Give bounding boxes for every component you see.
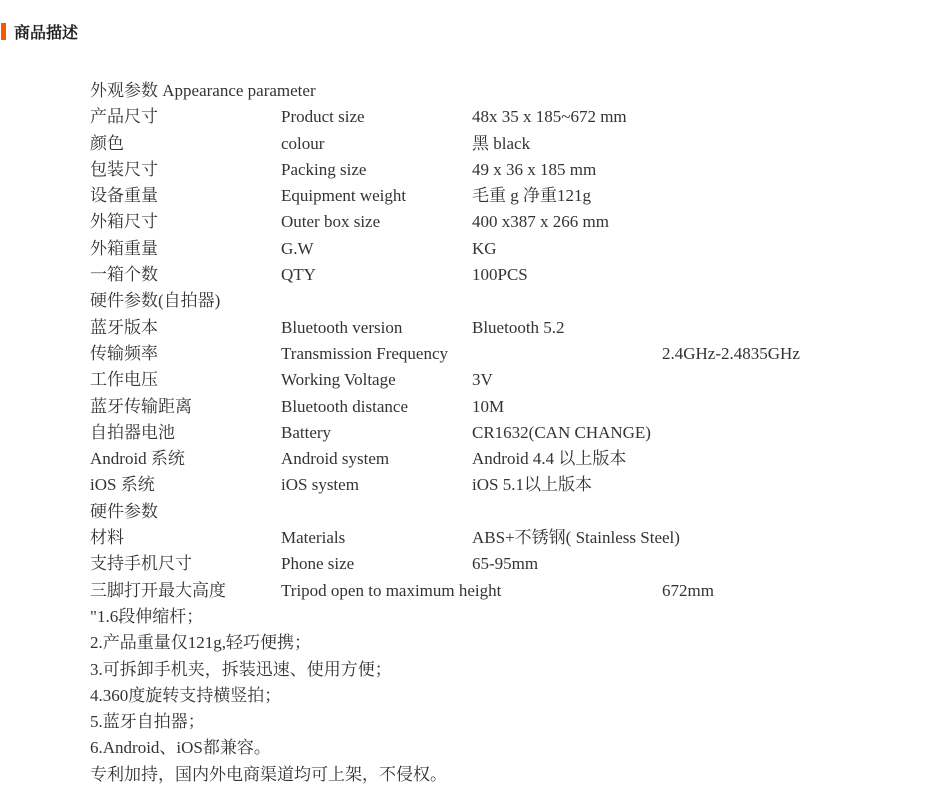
spec-row <box>90 315 920 341</box>
feature-item: 5.蓝牙自拍器； <box>90 712 205 732</box>
feature-item: 4.360度旋转支持横竖拍； <box>90 685 282 705</box>
spec-row <box>90 209 920 235</box>
spec-row <box>90 472 920 498</box>
spec-value: 10M <box>472 396 505 416</box>
spec-label-en: Phone size <box>281 554 355 574</box>
feature-list <box>90 604 920 788</box>
spec-label-en: Transmission Frequency <box>281 343 449 363</box>
spec-value: Android 4.4 以上版本 <box>472 449 627 469</box>
spec-label-en: G.W <box>281 238 314 258</box>
spec-row <box>90 157 920 183</box>
section-title: 商品描述 <box>14 22 79 42</box>
material-spec-table <box>90 525 920 604</box>
spec-value: 黑 black <box>472 133 531 153</box>
feature-item: 6.Android、iOS都兼容。 <box>90 738 271 758</box>
spec-value-far: 2.4GHz-2.4835GHz <box>662 343 800 363</box>
accent-bar <box>1 23 6 40</box>
spec-label-en: Working Voltage <box>281 370 396 390</box>
spec-label-zh: 外箱尺寸 <box>90 212 158 232</box>
spec-row <box>90 131 920 157</box>
feature-item: "1.6段伸缩杆； <box>90 606 204 626</box>
spec-value: 毛重 g 净重121g <box>472 186 591 206</box>
spec-label-en: colour <box>281 133 325 153</box>
spec-label-zh: 蓝牙版本 <box>90 317 158 337</box>
spec-row <box>90 525 920 551</box>
spec-label-en: Tripod open to maximum height <box>281 580 502 600</box>
spec-label-zh: 三脚打开最大高度 <box>90 580 226 600</box>
spec-value: 48x 35 x 185~672 mm <box>472 107 627 127</box>
section-header <box>0 18 78 44</box>
spec-label-en: iOS system <box>281 475 359 495</box>
feature-item: 2.产品重量仅121g,轻巧便携； <box>90 633 311 653</box>
spec-row <box>90 341 920 367</box>
spec-value: CR1632(CAN CHANGE) <box>472 422 651 442</box>
feature-item: 3.可拆卸手机夹，拆装迅速、使用方便； <box>90 659 392 679</box>
spec-label-zh: 设备重量 <box>90 186 158 206</box>
spec-value-far: 672mm <box>662 580 714 600</box>
spec-row <box>90 551 920 577</box>
spec-label-en: Bluetooth distance <box>281 396 409 416</box>
hardware-spec-table <box>90 315 920 499</box>
spec-row <box>90 420 920 446</box>
spec-label-en: Battery <box>281 422 332 442</box>
spec-label-zh: 工作电压 <box>90 370 158 390</box>
spec-label-zh: 材料 <box>90 528 124 548</box>
feature-item: 专利加持，国内外电商渠道均可上架，不侵权。 <box>90 764 447 784</box>
appearance-heading: 外观参数 Appearance parameter <box>90 81 316 100</box>
spec-content <box>90 78 920 788</box>
spec-value: Bluetooth 5.2 <box>472 317 565 337</box>
spec-row <box>90 183 920 209</box>
spec-value: 3V <box>472 370 493 390</box>
spec-label-zh: 颜色 <box>90 133 124 153</box>
spec-label-zh: 外箱重量 <box>90 238 158 258</box>
hardware-selfie-heading: 硬件参数(自拍器) <box>90 291 221 311</box>
spec-row <box>90 104 920 130</box>
spec-label-en: Materials <box>281 528 346 548</box>
spec-label-zh: 传输频率 <box>90 343 158 363</box>
spec-label-zh: iOS 系统 <box>90 475 155 495</box>
spec-label-en: Equipment weight <box>281 186 407 206</box>
spec-label-en: Bluetooth version <box>281 317 403 337</box>
spec-value: 65-95mm <box>472 554 539 574</box>
spec-label-zh: 包装尺寸 <box>90 159 158 179</box>
appearance-spec-table <box>90 104 920 288</box>
spec-row <box>90 262 920 288</box>
spec-row <box>90 236 920 262</box>
spec-label-en: Packing size <box>281 159 367 179</box>
spec-label-zh: 产品尺寸 <box>90 107 158 127</box>
spec-label-zh: 自拍器电池 <box>90 422 175 442</box>
spec-label-en: Android system <box>281 449 390 469</box>
spec-value: 49 x 36 x 185 mm <box>472 159 597 179</box>
spec-value: iOS 5.1以上版本 <box>472 475 592 495</box>
spec-row <box>90 578 920 604</box>
spec-value: 400 x387 x 266 mm <box>472 212 609 232</box>
spec-label-zh: 一箱个数 <box>90 265 158 285</box>
spec-label-zh: Android 系统 <box>90 449 185 469</box>
spec-row <box>90 394 920 420</box>
spec-row <box>90 446 920 472</box>
hardware-heading: 硬件参数 <box>90 501 158 521</box>
spec-value: KG <box>472 238 497 258</box>
spec-label-en: QTY <box>281 265 316 285</box>
spec-value: 100PCS <box>472 265 528 285</box>
spec-row <box>90 367 920 393</box>
spec-label-zh: 支持手机尺寸 <box>90 554 192 574</box>
spec-label-en: Outer box size <box>281 212 381 232</box>
spec-value: ABS+不锈钢( Stainless Steel) <box>472 528 680 548</box>
spec-label-en: Product size <box>281 107 365 127</box>
spec-label-zh: 蓝牙传输距离 <box>90 396 192 416</box>
